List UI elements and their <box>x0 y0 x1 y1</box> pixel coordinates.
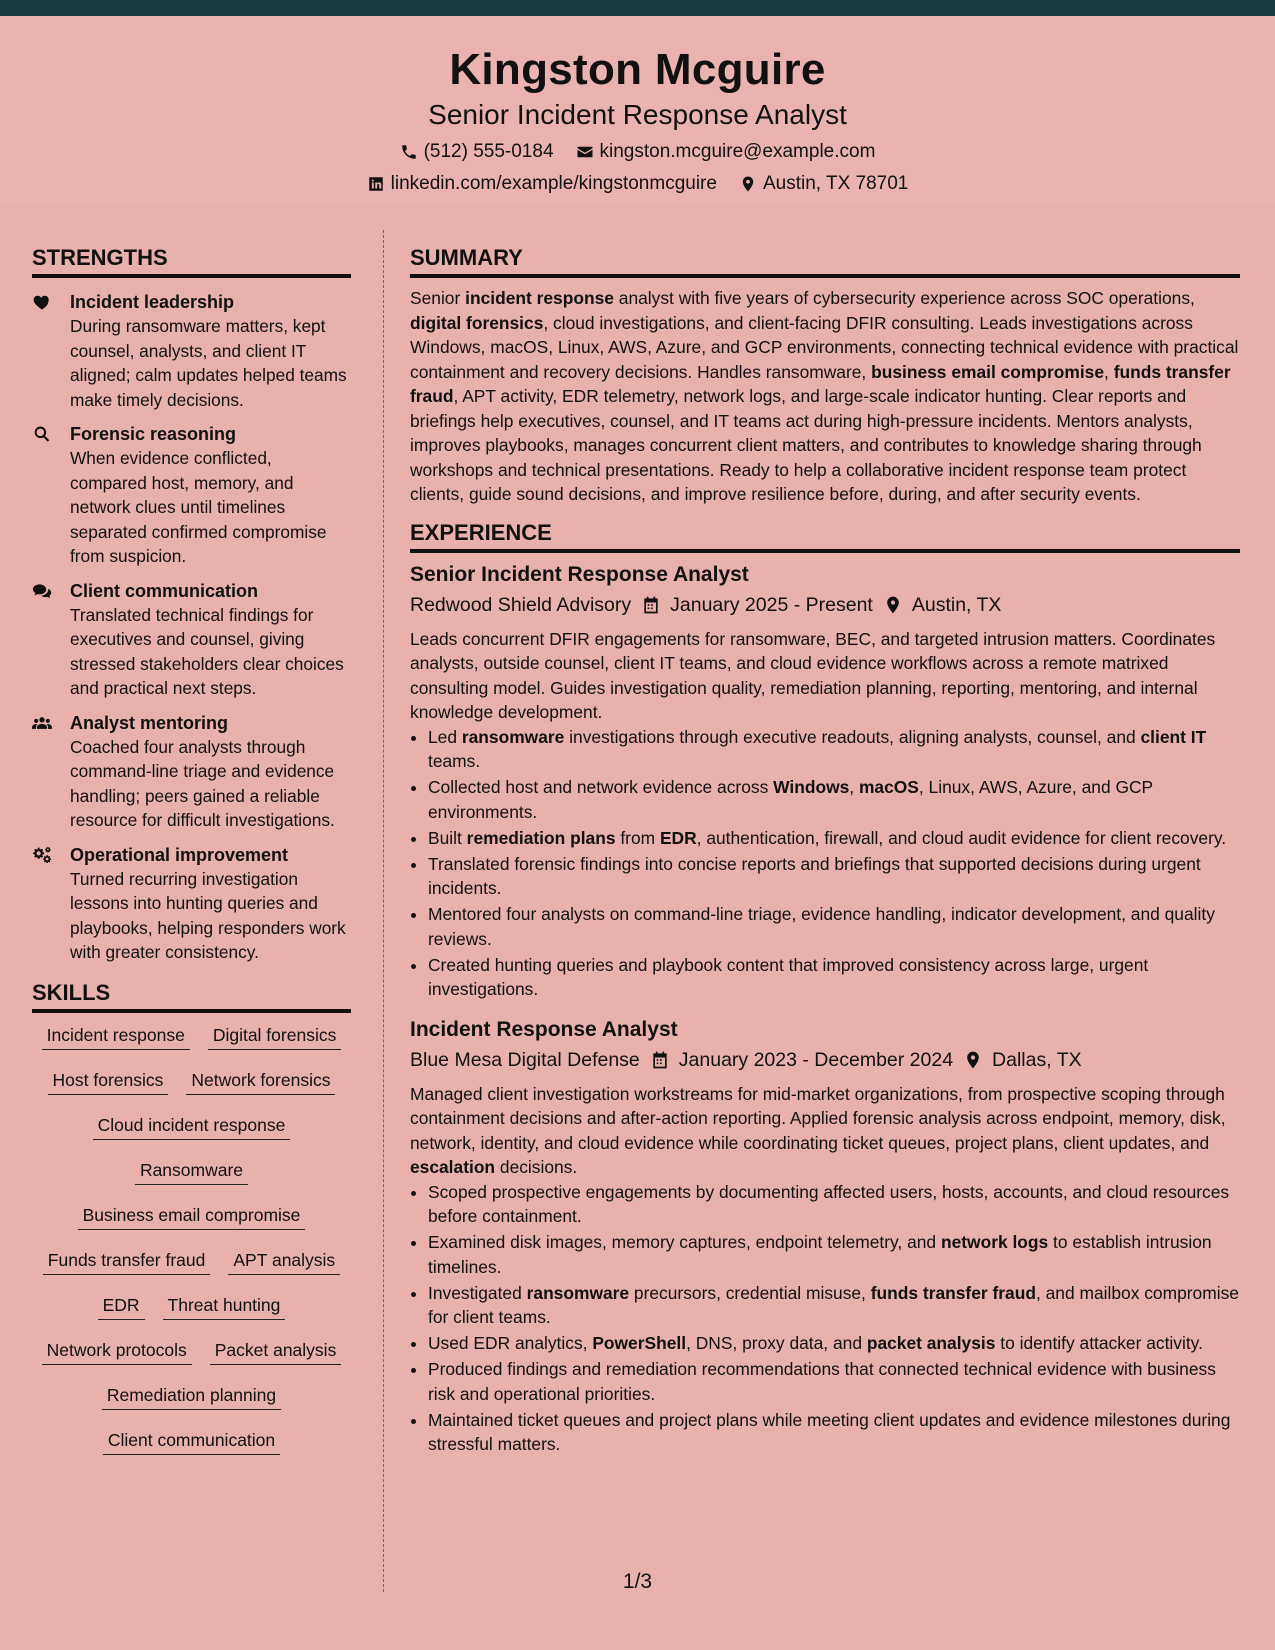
text-segment: Scoped prospective engagements by documenting affected users, hosts, accounts, and cloud resources before containment. <box>428 1181 1230 1226</box>
bullet-item <box>428 1180 1240 1229</box>
comments-icon <box>32 581 52 601</box>
bullet-item <box>428 826 1240 851</box>
strength-icon-wrap <box>32 290 70 412</box>
email-contact[interactable] <box>576 140 876 164</box>
strength-icon-wrap <box>32 843 70 965</box>
skill-tag: Business email compromise <box>78 1203 306 1230</box>
phone-icon <box>400 143 418 161</box>
skill-tag: Network protocols <box>42 1338 192 1365</box>
job-dates <box>650 1046 953 1074</box>
text-segment: , cloud investigations, and client-facing DFIR consulting. Leads investigations across Windows, macOS, Linux, AWS, Azure, and GCP environments, connecting technical evidence with practical containment and recovery decisions. Handles ransomware, <box>410 312 1239 382</box>
bold-keyword: EDR <box>659 827 697 848</box>
right-column <box>410 244 1240 1458</box>
text-segment: Examined disk images, memory captures, endpoint telemetry, and <box>428 1232 941 1252</box>
text-segment: Maintained ticket queues and project plans while meeting client updates and evidence milestones during stressful matters. <box>428 1409 1231 1454</box>
users-icon <box>32 713 52 733</box>
location-text: Austin, TX 78701 <box>762 173 909 194</box>
skill-row <box>32 1068 351 1113</box>
bullet-item <box>428 1408 1240 1457</box>
strengths-heading: STRENGTHS <box>32 244 351 278</box>
bullet-item <box>428 1331 1240 1356</box>
company-name: Redwood Shield Advisory <box>410 593 632 616</box>
location-contact <box>739 172 908 196</box>
text-segment: from <box>615 827 660 848</box>
strength-icon-wrap <box>32 711 70 833</box>
skill-tag: EDR <box>98 1293 145 1320</box>
text-segment: Mentored four analysts on command-line triage, evidence handling, indicator development, and quality reviews. <box>428 904 1215 949</box>
company-name: Blue Mesa Digital Defense <box>410 1048 640 1071</box>
skill-row <box>32 1113 351 1158</box>
map-pin-icon <box>963 1050 983 1070</box>
text-segment: Translated forensic findings into concise reports and briefings that supported decisions during urgent incidents. <box>428 853 1201 898</box>
bold-keyword: escalation <box>410 1157 496 1177</box>
strength-body <box>70 843 351 965</box>
job-title: Incident Response Analyst <box>410 1017 678 1041</box>
job-location-text: Austin, TX <box>911 593 1002 616</box>
skill-row <box>32 1428 351 1473</box>
strength-item <box>32 711 351 833</box>
bold-keyword: client IT <box>1140 726 1207 747</box>
bold-keyword: funds transfer fraud <box>410 361 1231 406</box>
skill-tag: APT analysis <box>228 1248 340 1275</box>
skill-tag: Client communication <box>103 1428 280 1455</box>
bold-keyword: incident response <box>465 288 614 308</box>
job-description <box>410 627 1240 725</box>
strength-description: Translated technical findings for executives and counsel, giving stressed stakeholders clear choices and practical next steps. <box>70 604 344 698</box>
strength-heading: Analyst mentoring <box>70 712 229 733</box>
bold-keyword: funds transfer fraud <box>870 1282 1036 1303</box>
bold-keyword: digital forensics <box>410 312 544 333</box>
job-meta <box>410 1046 1240 1074</box>
left-column <box>32 244 351 1473</box>
linkedin-icon <box>367 175 385 193</box>
job-entry <box>410 1016 1240 1457</box>
skill-tag: Digital forensics <box>208 1023 342 1050</box>
strength-body <box>70 422 351 569</box>
bullet-item <box>428 725 1240 774</box>
strength-heading: Client communication <box>70 580 259 601</box>
text-segment: Created hunting queries and playbook content that improved consistency across large, urgent investigations. <box>428 954 1149 999</box>
skill-row <box>32 1338 351 1383</box>
job-meta <box>410 591 1240 619</box>
bold-keyword: business email compromise <box>871 361 1105 382</box>
text-segment: Led <box>428 726 462 747</box>
skill-tag: Remediation planning <box>102 1383 281 1410</box>
bold-keyword: macOS <box>858 777 919 797</box>
top-bar <box>0 0 1275 16</box>
skill-row <box>32 1383 351 1428</box>
text-segment: to identify attacker activity. <box>995 1333 1203 1353</box>
strength-icon-wrap <box>32 579 70 701</box>
text-segment: to establish intrusion timelines. <box>428 1232 1212 1277</box>
jobs-list <box>410 561 1240 1457</box>
bold-keyword: Windows <box>773 777 850 797</box>
contact-row-1 <box>0 140 1275 164</box>
text-segment: , DNS, proxy data, and <box>686 1333 867 1353</box>
job-location <box>883 591 1002 619</box>
text-segment: , <box>849 777 859 797</box>
phone-number: (512) 555-0184 <box>423 141 554 162</box>
job-title: Senior Incident Response Analyst <box>410 562 749 586</box>
map-pin-icon <box>739 175 757 193</box>
bold-keyword: ransomware <box>461 726 565 747</box>
envelope-icon <box>576 143 594 161</box>
skill-row <box>32 1248 351 1293</box>
text-segment: Senior <box>410 288 466 308</box>
text-segment: , Linux, AWS, Azure, and GCP environments. <box>428 777 1153 822</box>
bold-keyword: packet analysis <box>866 1333 996 1353</box>
strength-description: When evidence conflicted, compared host, memory, and network clues until timelines separated confirmed compromise from suspicion. <box>70 448 327 566</box>
job-bullets <box>410 725 1240 1002</box>
strength-body <box>70 711 351 833</box>
search-icon <box>32 424 52 444</box>
bold-keyword: network logs <box>940 1232 1049 1252</box>
page-number: 1/3 <box>622 1570 653 1593</box>
skill-tag: Host forensics <box>48 1068 169 1095</box>
skill-row <box>32 1293 351 1338</box>
strength-description: Coached four analysts through command-line triage and evidence handling; peers gained a reliable resource for difficult investigations. <box>70 736 335 830</box>
job-location-text: Dallas, TX <box>992 1048 1082 1071</box>
bullet-item <box>428 1357 1240 1406</box>
gears-icon <box>32 845 52 865</box>
job-entry <box>410 561 1240 1002</box>
candidate-title: Senior Incident Response Analyst <box>428 99 847 130</box>
text-segment: Used EDR analytics, <box>428 1333 593 1353</box>
skill-tag: Packet analysis <box>210 1338 342 1365</box>
strength-item <box>32 290 351 412</box>
bullet-item <box>428 953 1240 1002</box>
skill-row <box>32 1158 351 1203</box>
calendar-icon <box>641 595 661 615</box>
bullet-item <box>428 775 1240 824</box>
bullet-item <box>428 1281 1240 1330</box>
skill-tag: Funds transfer fraud <box>43 1248 211 1275</box>
job-description <box>410 1082 1240 1180</box>
strength-item <box>32 843 351 965</box>
text-segment: decisions. <box>495 1157 578 1177</box>
text-segment: analyst with five years of cybersecurity experience across SOC operations, <box>613 288 1195 308</box>
skill-row <box>32 1023 351 1068</box>
contact-row-2 <box>0 172 1275 196</box>
strength-heading: Incident leadership <box>70 292 235 312</box>
skills-list <box>32 1023 351 1473</box>
experience-heading: EXPERIENCE <box>410 519 1240 553</box>
text-segment: , and mailbox compromise for client teams. <box>428 1282 1239 1327</box>
strength-body <box>70 290 351 412</box>
text-segment: teams. <box>428 751 481 771</box>
text-segment: , APT activity, EDR telemetry, network logs, and large-scale indicator hunting. Clear reports and briefings help executives, counsel, and IT teams act during high-pressure incidents. Mentors analysts, improves playbooks, manages concurrent client matters, and contributes to knowledge sharing through workshops and technical presentations. Ready to help a collaborative incident response team protect clients, guide sound decisions, and improve resilience before, during, and after security events. <box>410 386 1202 504</box>
heart-icon <box>32 292 52 312</box>
strength-description: Turned recurring investigation lessons into hunting queries and playbooks, helping responders work with greater consistency. <box>70 868 346 962</box>
summary-heading: SUMMARY <box>410 244 1240 278</box>
bullet-item <box>428 1230 1240 1279</box>
linkedin-contact[interactable] <box>367 172 717 196</box>
skill-tag: Threat hunting <box>163 1293 286 1320</box>
text-segment: Built <box>428 827 467 848</box>
linkedin-url[interactable]: linkedin.com/example/kingstonmcguire <box>390 173 717 194</box>
strength-icon-wrap <box>32 422 70 569</box>
skill-row <box>32 1203 351 1248</box>
skill-tag: Cloud incident response <box>93 1113 291 1140</box>
calendar-icon <box>650 1050 670 1070</box>
job-dates-text: January 2023 - December 2024 <box>678 1048 954 1071</box>
strength-heading: Operational improvement <box>70 844 289 865</box>
text-segment: investigations through executive readouts, aligning analysts, counsel, and <box>564 726 1141 747</box>
strength-item <box>32 422 351 569</box>
strength-body <box>70 579 351 701</box>
phone-contact <box>400 140 554 164</box>
text-segment: , authentication, firewall, and cloud audit evidence for client recovery. <box>696 827 1227 848</box>
text-segment: Leads concurrent DFIR engagements for ransomware, BEC, and targeted intrusion matters. Coordinates analysts, outside counsel, client IT teams, and cloud evidence workflows across a remote matrixed consulting model. Guides investigation quality, remediation planning, reporting, mentoring, and internal knowledge development. <box>410 628 1216 722</box>
text-segment: precursors, credential misuse, <box>629 1282 871 1303</box>
skill-tag: Ransomware <box>135 1158 248 1185</box>
skill-tag: Incident response <box>42 1023 190 1050</box>
map-pin-icon <box>883 595 903 615</box>
strength-item <box>32 579 351 701</box>
bold-keyword: remediation plans <box>466 827 616 848</box>
text-segment: Produced findings and remediation recommendations that connected technical evidence with business risk and operational priorities. <box>428 1359 1216 1404</box>
job-bullets <box>410 1180 1240 1457</box>
column-divider <box>383 230 384 1592</box>
bold-keyword: ransomware <box>526 1282 630 1303</box>
skills-heading: SKILLS <box>32 979 351 1013</box>
text-segment: Collected host and network evidence across <box>428 777 774 797</box>
summary-text <box>410 286 1240 507</box>
strength-heading: Forensic reasoning <box>70 424 237 444</box>
text-segment: Investigated <box>428 1282 527 1303</box>
bold-keyword: PowerShell <box>592 1333 687 1353</box>
job-location <box>963 1046 1082 1074</box>
bullet-item <box>428 852 1240 901</box>
bullet-item <box>428 902 1240 951</box>
skill-tag: Network forensics <box>186 1068 335 1095</box>
strength-description: During ransomware matters, kept counsel, analysts, and client IT aligned; calm updates helped teams make timely decisions. <box>70 316 347 410</box>
text-segment: , <box>1104 361 1114 382</box>
resume-header <box>0 16 1275 204</box>
strengths-list <box>32 290 351 965</box>
candidate-name: Kingston Mcguire <box>449 45 826 94</box>
job-dates-text: January 2025 - Present <box>670 593 873 616</box>
job-dates <box>641 591 873 619</box>
email-address[interactable]: kingston.mcguire@example.com <box>599 141 876 162</box>
text-segment: Managed client investigation workstreams for mid-market organizations, from prospective scoping through containment decisions and after-action reporting. Applied forensic analysis across endpoint, memory, disk, network, identity, and cloud evidence while coordinating ticket queues, project plans, client updates, and <box>410 1083 1226 1153</box>
